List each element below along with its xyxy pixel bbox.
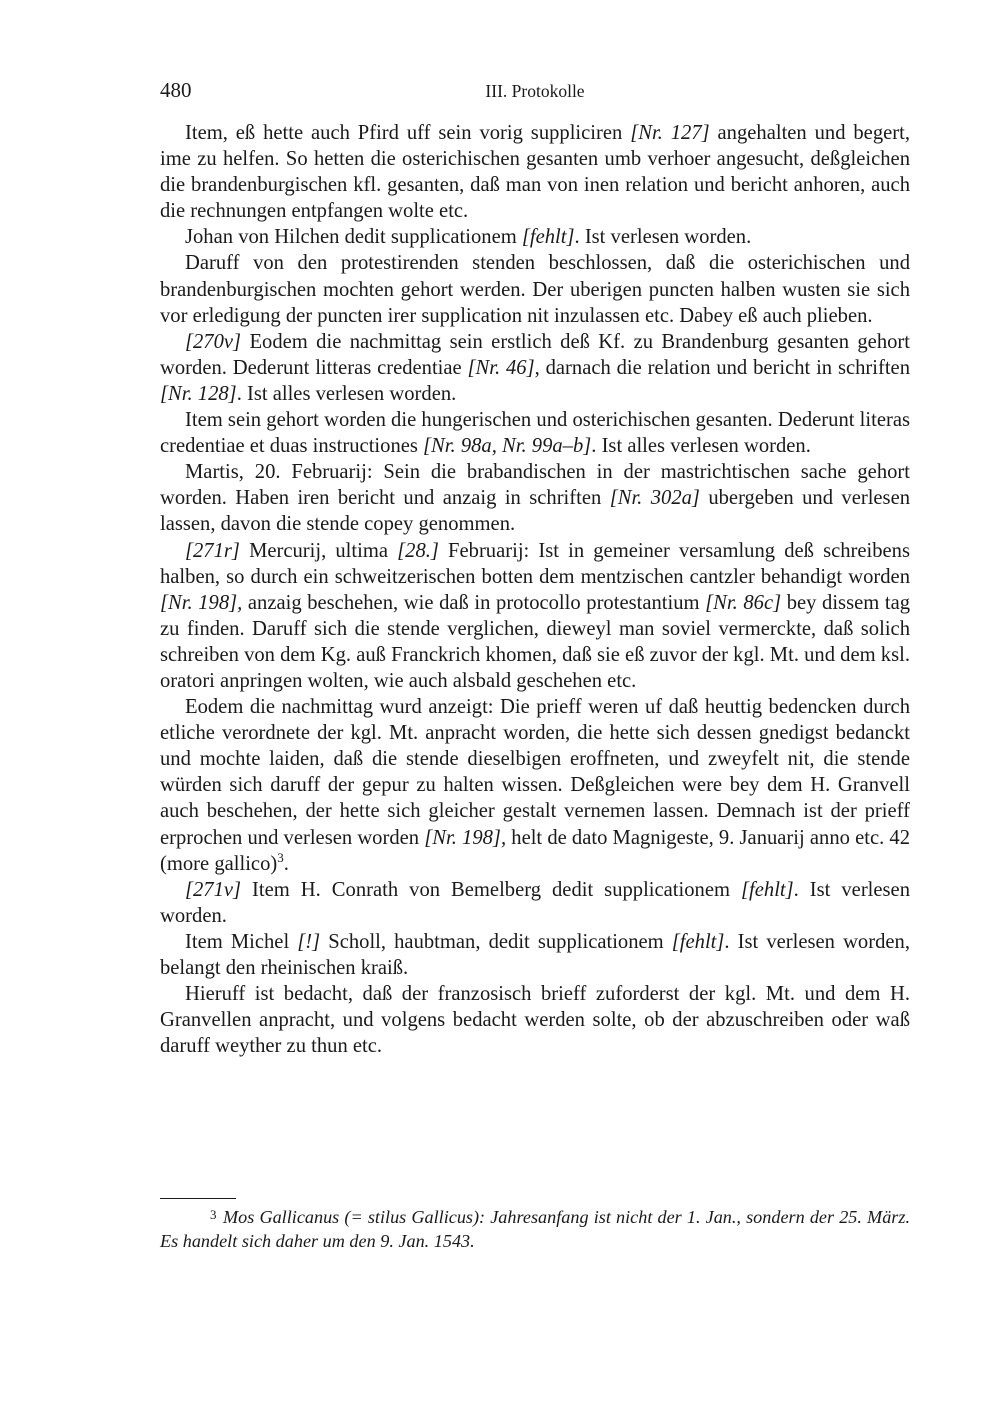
text-run: Daruff von den protestirenden stenden beschlossen, daß die osterichischen und brandenburgischen mochten gehort werden. Der uberigen puncten halben wusten sie sich vor erledigung der puncten irer supplication nit inzulassen etc. Dabey eß auch plieben. <box>160 252 910 327</box>
editorial-annotation: [28.] <box>397 539 439 562</box>
text-run: Mercurij, ultima <box>239 539 398 562</box>
footnote-divider <box>160 1198 236 1199</box>
text-run: . <box>283 852 289 875</box>
text-run: Item Michel <box>185 930 298 953</box>
text-run: ubergeben und verlesen lassen, davon die stende copey genommen. <box>160 487 911 536</box>
editorial-annotation: [271r] <box>185 539 240 562</box>
paragraph <box>160 329 910 407</box>
page-number: 480 <box>160 78 192 102</box>
text-run: Martis, 20. Februarij: Sein die brabandischen in der mastrichtischen sache gehort worden. Haben iren bericht und anzaig in schriften <box>160 461 910 510</box>
editorial-annotation: [Nr. 127] <box>630 122 710 144</box>
page-header <box>160 78 910 106</box>
paragraph <box>160 407 910 459</box>
text-run: Eodem die nachmittag wurd anzeigt: Die prieff weren uf daß heuttig bedencken durch etliche verordnete der kgl. Mt. anpracht worden, die hette sich dessen gnedigst bedanckt und mochte laiden, daß die stende dieselbigen eroffneten, und zweyfelt nit, die stende würden sich daruff der gepur zu halten wissen. Deßgleichen were bey dem H. Granvell auch beschehen, der hette sich gleicher gestalt vernemen lassen. Demnach ist der prieff erprochen und verlesen worden <box>160 696 910 849</box>
editorial-annotation: [Nr. 86c] <box>705 591 782 614</box>
text-run: . Ist verlesen worden. <box>574 226 752 249</box>
text-run: bey dissem tag zu finden. Daruff sich die stende verglichen, dieweyl man soviel vermerckte, daß solich schreiben von dem Kg. auß Franckrich khomen, daß sie eß zuvor der kgl. Mt. und dem ksl. oratori anpringen wolten, wie auch alsbald geschehen etc. <box>160 591 911 692</box>
editorial-annotation: [Nr. 46] <box>467 356 535 379</box>
footnote-number: 3 <box>210 1207 217 1222</box>
text-run: . Ist alles verlesen worden. <box>236 382 457 405</box>
footnote-reference: 3 <box>277 849 284 865</box>
editorial-annotation: [Nr. 198], <box>424 826 507 849</box>
editorial-annotation: [Nr. 128] <box>160 382 237 405</box>
editorial-annotation: [fehlt] <box>521 226 575 249</box>
running-title: III. Protokolle <box>485 81 585 101</box>
text-run: . Ist alles verlesen worden. <box>591 435 811 458</box>
editorial-annotation: [!] <box>297 930 321 953</box>
editorial-annotation: [Nr. 198], <box>160 591 243 614</box>
text-run: helt de dato Magnigeste, 9. Januarij anno etc. 42 (more gallico) <box>160 826 910 875</box>
editorial-annotation: [fehlt] <box>741 878 794 901</box>
text-run: anzaig beschehen, wie daß in protocollo protestantium <box>242 591 706 614</box>
text-run: Hieruff ist bedacht, daß der franzosisch brieff zuforderst der kgl. Mt. und dem H. Granvellen anpracht, und volgens bedacht werden solte, ob der abzuschreiben oder waß daruff weyther zu thun etc. <box>160 983 910 1058</box>
text-run: Item, eß hette auch Pfird uff sein vorig suppliciren <box>185 122 631 144</box>
text-run: . Ist verlesen worden. <box>160 878 910 927</box>
paragraph <box>160 981 910 1059</box>
paragraph <box>160 120 910 224</box>
paragraph <box>160 224 910 250</box>
paragraph <box>160 694 910 877</box>
editorial-annotation: [Nr. 98a, Nr. 99a–b] <box>423 435 592 458</box>
main-text <box>160 120 910 1059</box>
paragraph <box>160 538 910 695</box>
paragraph <box>160 459 910 537</box>
editorial-annotation: [fehlt] <box>671 930 725 953</box>
paragraph <box>160 877 910 929</box>
editorial-annotation: [270v] <box>185 330 242 353</box>
editorial-annotation: [Nr. 302a] <box>609 487 700 510</box>
paragraph <box>160 250 910 328</box>
text-run: Item sein gehort worden die hungerischen und osterichischen gesanten. Dederunt literas credentiae et duas instructiones <box>160 409 910 458</box>
text-run: Februarij: Ist in gemeiner versamlung deß schreibens halben, so durch ein schweitzerischen botten dem mentzischen cantzler behandigt worden <box>160 539 910 588</box>
text-run: Johan von Hilchen dedit supplicationem <box>185 226 522 249</box>
text-run: angehalten und begert, ime zu helfen. So hetten die osterichischen gesanten umb verhoer angesucht, deßgleichen die brandenburgischen kfl. gesanten, daß man von inen relation und bericht anhoren, auch die rechnungen entpfangen wolte etc. <box>160 122 910 223</box>
paragraph <box>160 929 910 981</box>
footnote <box>160 1203 910 1253</box>
text-run: Item H. Conrath von Bemelberg dedit supplicationem <box>241 878 742 901</box>
text-run: . Ist verlesen worden, belangt den rheinischen kraiß. <box>160 930 910 979</box>
footnotes <box>160 1203 910 1253</box>
footnote-text: Mos Gallicanus (= stilus Gallicus): Jahresanfang ist nicht der 1. Jan., sondern der 25. März. Es handelt sich daher um den 9. Jan. 1543. <box>160 1207 910 1251</box>
text-run: Eodem die nachmittag sein erstlich deß Kf. zu Brandenburg gesanten gehort worden. Dederunt litteras credentiae <box>160 330 910 379</box>
text-run: Scholl, haubtman, dedit supplicationem <box>320 930 672 953</box>
text-run: , darnach die relation und bericht in schriften <box>534 356 910 379</box>
editorial-annotation: [271v] <box>185 878 242 901</box>
